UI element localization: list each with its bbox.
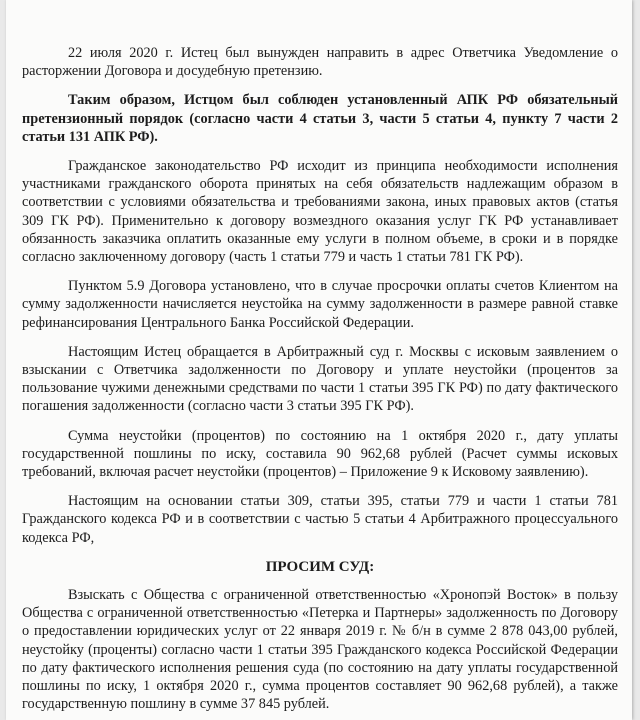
section-heading: ПРОСИМ СУД: bbox=[265, 558, 375, 575]
document-body bbox=[22, 44, 618, 720]
paragraph-civil-law: Гражданское законодательство РФ исходит из принципа необходимости исполнения участниками гражданского оборота принятых на себя обязательств надлежащим образом в соответствии с условиями обязательства и требованиями закона, иных правовых актов (статья 309 ГК РФ). Применительно к договору возмездного оказания услуг ГК РФ устанавливает обязанность заказчика оплатить оказанные ему услуги в полном объеме, в сроки и в порядке согласно заключенному договору (часть 1 статьи 779 и часть 1 статьи 781 ГК РФ). bbox=[22, 158, 618, 266]
paragraph-penalty-clause: Пунктом 5.9 Договора установлено, что в случае просрочки оплаты счетов Клиентом на сумму задолженности начисляется неустойка на сумму задолженности в размере равной ставке рефинансирования Центрального Банка Российской Федерации. bbox=[22, 278, 618, 331]
paragraph-request: Взыскать с Общества с ограниченной ответственностью «Хронопэй Восток» в пользу Общества с ограниченной ответственностью «Петерка и Партнеры» задолженность по Договору о предоставлении юридических услуг от 22 января 2019 г. № б/н в сумме 2 878 043,00 рублей, неустойку (проценты) согласно части 1 статьи 395 Гражданского кодекса Российской Федерации по дату фактического исполнения решения суда (по состоянию на дату уплаты государственной пошлины по иску, 1 октября 2020 г., сумма процентов составляет 90 962,68 рублей), а также государственную пошлину в сумме 37 845 рублей. bbox=[22, 587, 618, 713]
paragraph-penalty-sum: Сумма неустойки (процентов) по состоянию на 1 октября 2020 г., дату уплаты государственной пошлины по иску, составила 90 962,68 рублей (Расчет суммы исковых требований, включая расчет неустойки (процентов) – Приложение 9 к Исковому заявлению). bbox=[22, 427, 618, 481]
document-page bbox=[6, 0, 632, 720]
paragraph-notice: 22 июля 2020 г. Истец был вынужден направить в адрес Ответчика Уведомление о расторжении Договора и досудебную претензию. bbox=[22, 45, 618, 80]
paragraph-appeal: Настоящим Истец обращается в Арбитражный суд г. Москвы с исковым заявлением о взыскании с Ответчика задолженности по Договору и уплате неустойки (процентов за пользование чужими денежными средствами по части 1 статьи 395 ГК РФ) по дату фактического погашения задолженности (согласно части 3 статьи 395 ГК РФ). bbox=[22, 343, 618, 415]
paragraph-claim-procedure: Таким образом, Истцом был соблюден установленный АПК РФ обязательный претензионный порядок (согласно части 4 статьи 3, части 5 статьи 4, пункту 7 части 2 статьи 131 АПК РФ). bbox=[22, 92, 618, 145]
paragraph-legal-basis: Настоящим на основании статьи 309, статьи 395, статьи 779 и части 1 статьи 781 Гражданского кодекса РФ и в соответствии с частью 5 статьи 4 Арбитражного процессуального кодекса РФ, bbox=[22, 493, 618, 546]
